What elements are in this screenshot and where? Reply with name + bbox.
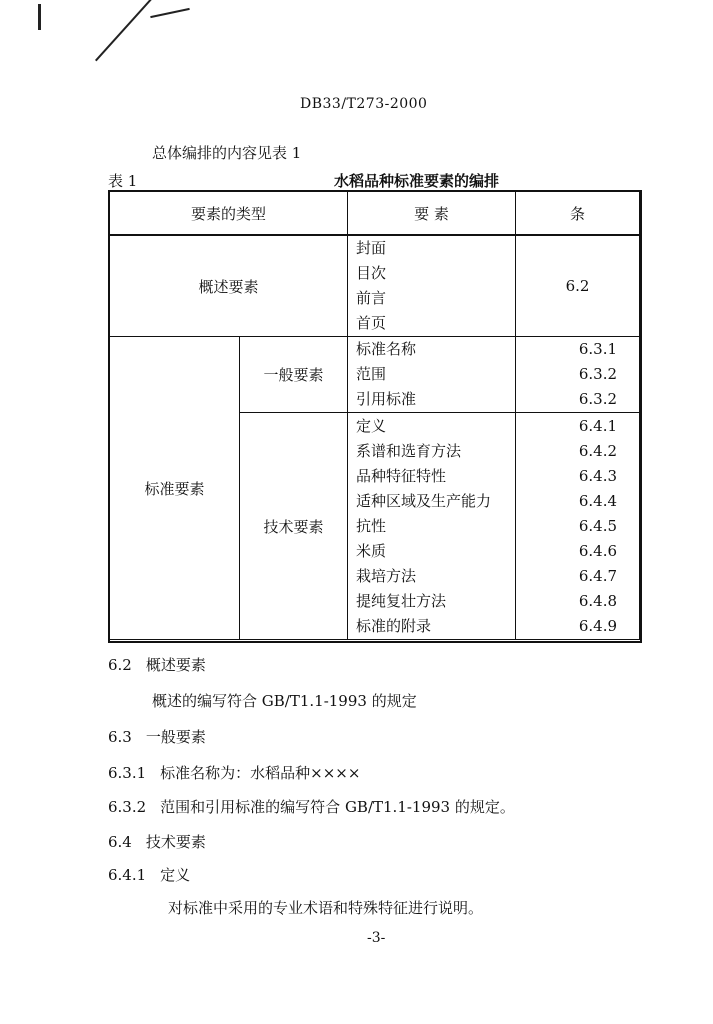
subtype-technical: 技术要素: [240, 413, 348, 640]
list-item: 栽培方法: [356, 566, 417, 585]
section-number: 6.4: [108, 833, 132, 851]
page-number: -3-: [367, 930, 386, 946]
list-item: 引用标准: [356, 390, 417, 409]
section-title: 定义: [160, 866, 191, 884]
section-title: 标准名称为：水稻品种××××: [160, 764, 361, 782]
clause-number: 6.3.2: [578, 390, 618, 409]
table-label: 表 1: [108, 172, 138, 190]
section-number: 6.3.2: [108, 798, 147, 816]
section-6-4: [108, 831, 206, 852]
list-item: 提纯复壮方法: [356, 591, 447, 610]
subtype-general: 一般要素: [240, 337, 348, 413]
clause-number: 6.4.7: [578, 566, 618, 585]
section-6-3-1: [108, 762, 360, 783]
list-item: 定义: [356, 416, 387, 435]
section-6-4-1: [108, 864, 190, 885]
col-header-clause: 条: [516, 192, 640, 236]
list-item: 前言: [356, 289, 387, 308]
general-clauses: [516, 337, 640, 413]
clause-number: 6.4.8: [578, 591, 618, 610]
section-title: 一般要素: [145, 728, 206, 746]
list-item: 品种特征特性: [356, 466, 447, 485]
table-row: [110, 337, 640, 413]
clause-number: 6.3.2: [578, 365, 618, 384]
scan-mark: [38, 4, 41, 30]
table-title: 水稻品种标准要素的编排: [334, 172, 500, 190]
section-title: 范围和引用标准的编写符合 GB/T1.1-1993 的规定。: [160, 798, 515, 816]
list-item: 标准名称: [356, 340, 417, 359]
clause-number: 6.3.1: [578, 340, 618, 359]
table-header-row: [110, 192, 640, 236]
table-row: [110, 235, 640, 337]
clause-number: 6.4.2: [578, 441, 618, 460]
clause-number: 6.4.1: [578, 416, 618, 435]
section-title: 技术要素: [145, 833, 206, 851]
intro-text: 总体编排的内容见表 1: [152, 144, 302, 162]
clause-number: 6.4.9: [578, 616, 618, 635]
overview-items: [348, 235, 516, 337]
clause-number: 6.4.4: [578, 491, 618, 510]
clause-number: 6.4.3: [578, 466, 618, 485]
paragraph-6-4-1: 对标准中采用的专业术语和特殊特征进行说明。: [168, 899, 484, 917]
list-item: 系谱和选育方法: [356, 441, 462, 460]
list-item: 首页: [356, 314, 387, 333]
clause-number: 6.4.6: [578, 541, 618, 560]
section-number: 6.3: [108, 728, 132, 746]
col-header-element: 要 素: [348, 192, 516, 236]
general-items: [348, 337, 516, 413]
section-6-3: [108, 726, 206, 747]
type-standard: 标准要素: [110, 337, 240, 640]
list-item: 标准的附录: [356, 616, 432, 635]
elements-table: [109, 191, 640, 640]
section-number: 6.3.1: [108, 764, 147, 782]
doc-code: DB33/T273-2000: [300, 96, 428, 112]
section-number: 6.2: [108, 656, 132, 674]
list-item: 目次: [356, 264, 387, 283]
technical-items: [348, 413, 516, 640]
section-6-2: [108, 654, 206, 675]
list-item: 抗性: [356, 516, 387, 535]
section-number: 6.4.1: [108, 866, 147, 884]
scan-mark: [150, 8, 190, 18]
technical-clauses: [516, 413, 640, 640]
col-header-type: 要素的类型: [110, 192, 348, 236]
clause-number: 6.4.5: [578, 516, 618, 535]
list-item: 适种区域及生产能力: [356, 491, 492, 510]
type-overview: 概述要素: [110, 235, 348, 337]
list-item: 米质: [356, 541, 387, 560]
paragraph-6-2: 概述的编写符合 GB/T1.1-1993 的规定: [152, 692, 417, 710]
section-title: 概述要素: [145, 656, 206, 674]
list-item: 封面: [356, 239, 387, 258]
clause-overview: 6.2: [516, 235, 640, 337]
list-item: 范围: [356, 365, 387, 384]
section-6-3-2: [108, 796, 515, 817]
